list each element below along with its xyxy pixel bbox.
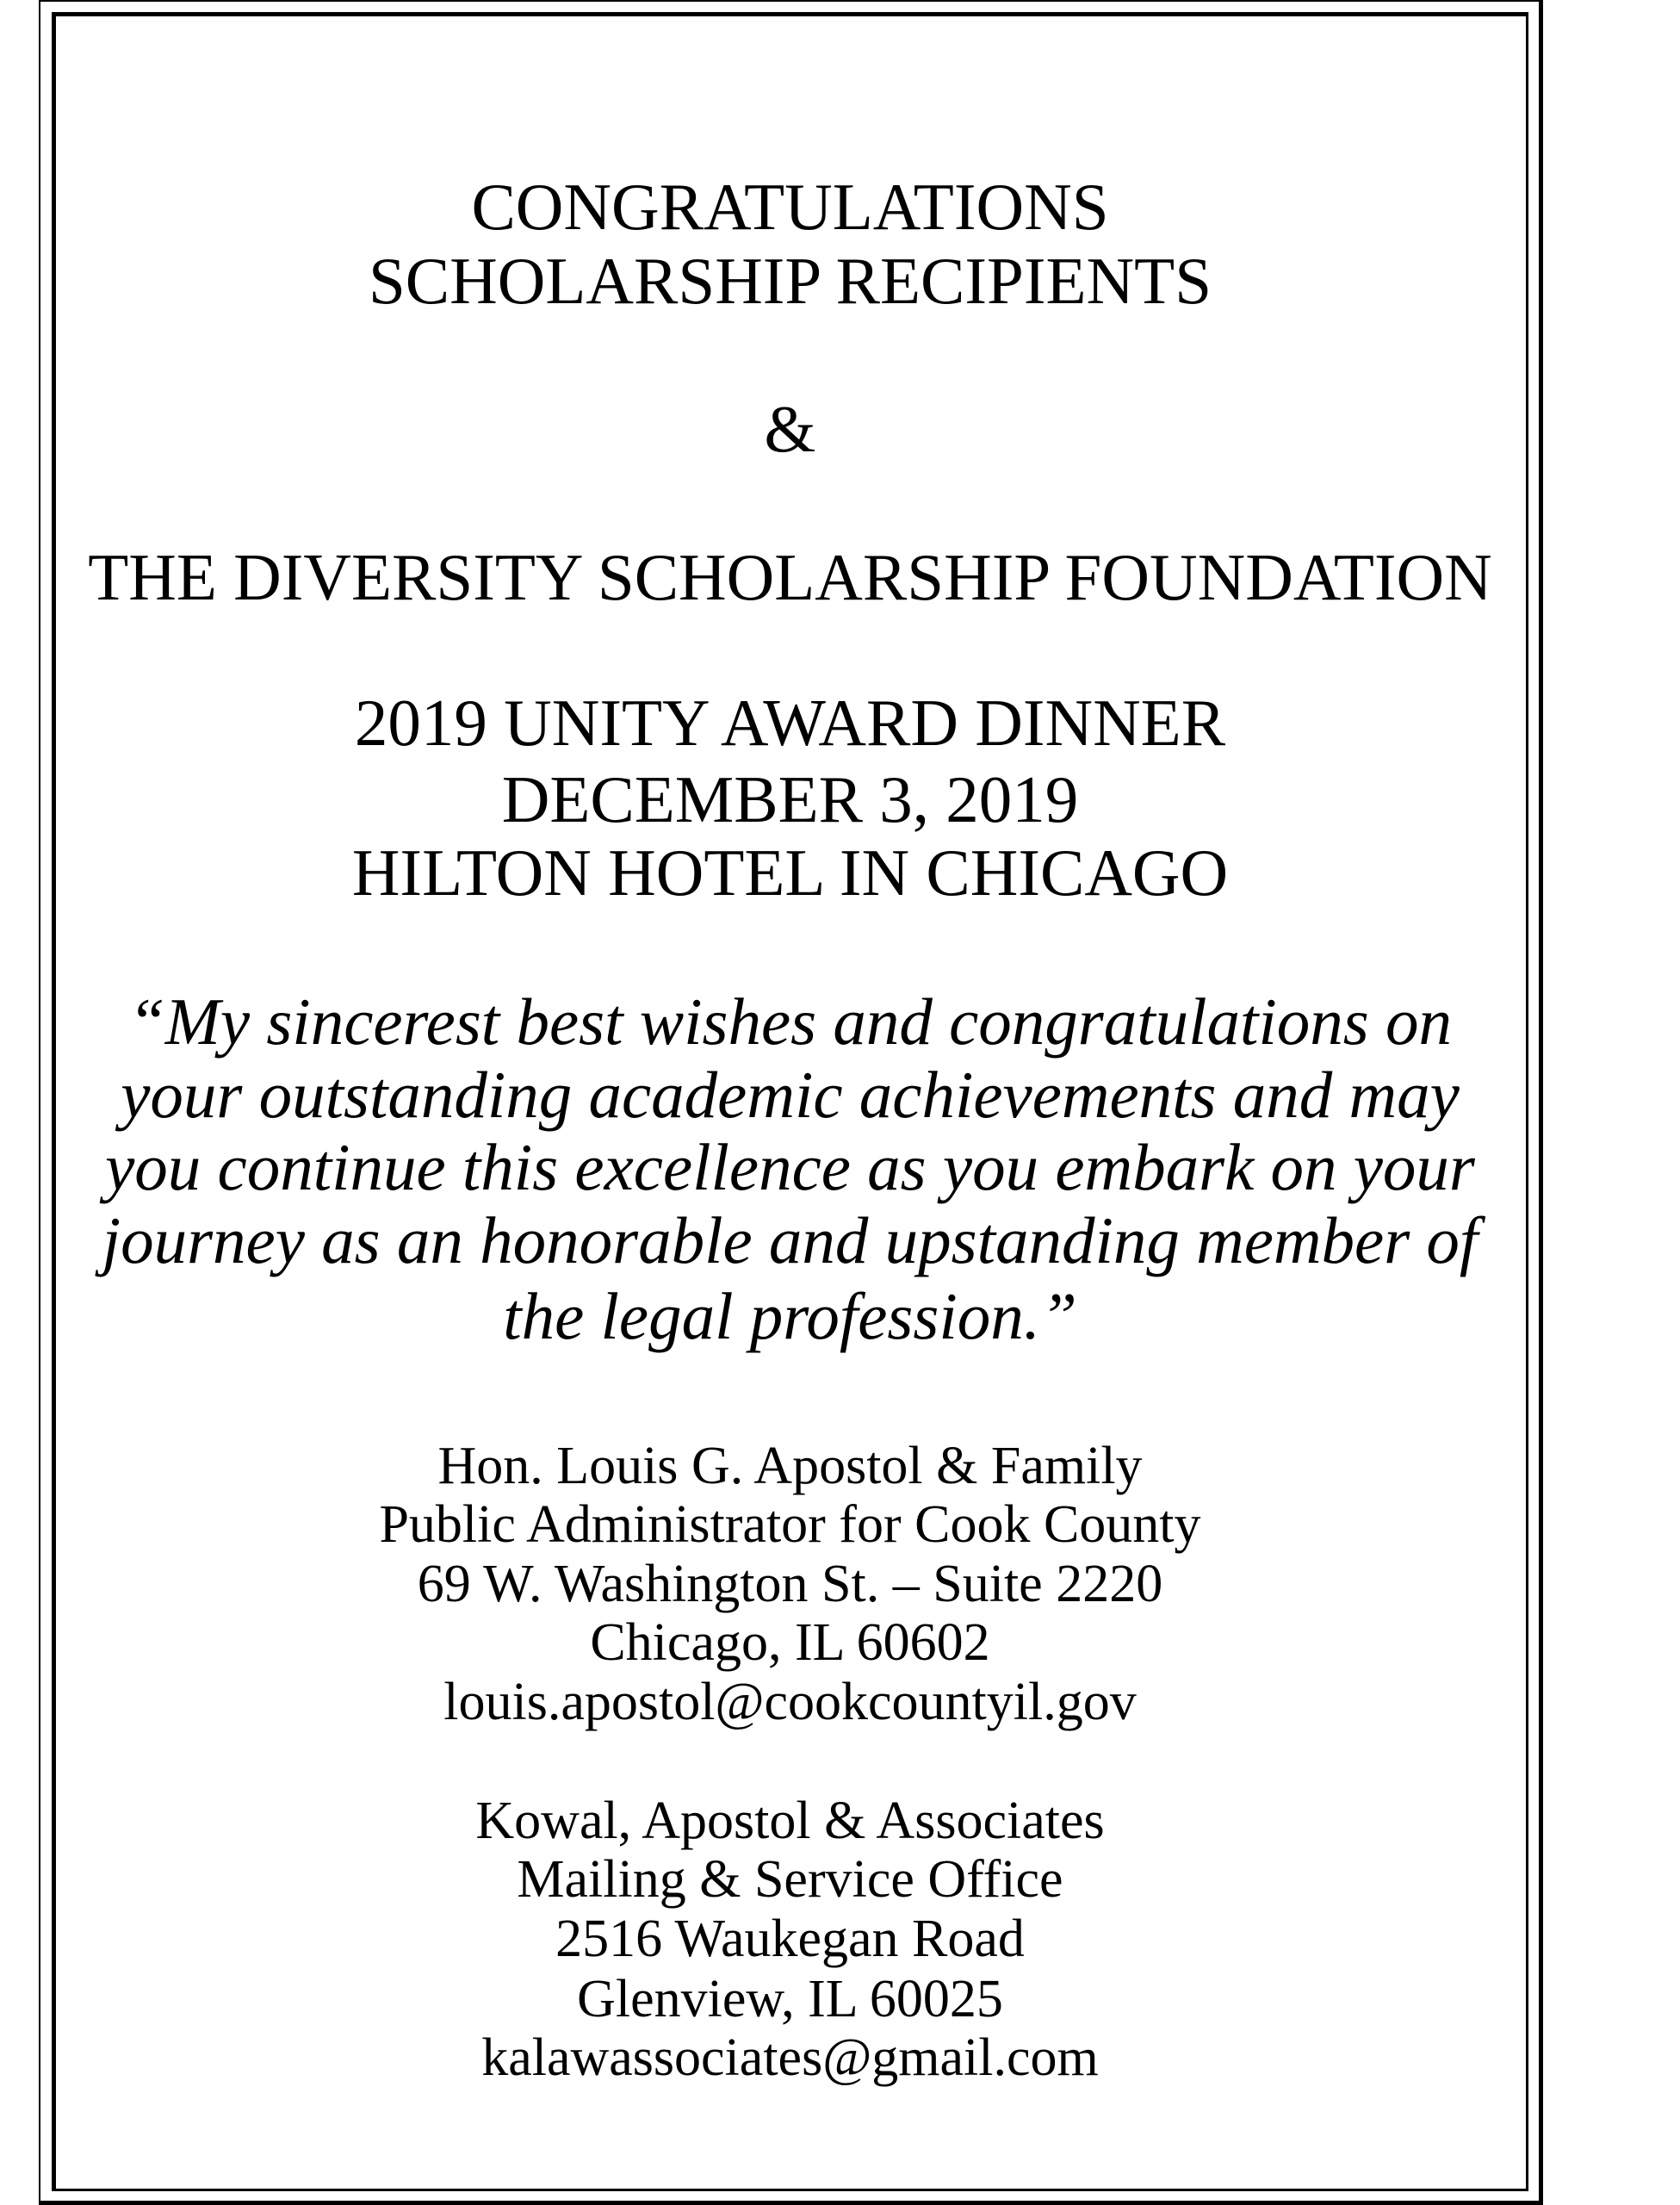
heading-organization: THE DIVERSITY SCHOLARSHIP FOUNDATION	[88, 540, 1492, 614]
heading-scholarship-recipients: SCHOLARSHIP RECIPIENTS	[368, 244, 1212, 318]
contact-firm-city: Glenview, IL 60025	[577, 1970, 1003, 2028]
contact-firm-address: 2516 Waukegan Road	[555, 1910, 1025, 1968]
contact-firm-office: Mailing & Service Office	[517, 1850, 1063, 1909]
event-name: 2019 UNITY AWARD DINNER	[354, 686, 1226, 760]
quote-line: you continue this excellence as you embark on your	[105, 1130, 1475, 1204]
contact-primary-address: 69 W. Washington St. – Suite 2220	[417, 1555, 1163, 1613]
contact-firm-name: Kowal, Apostol & Associates	[475, 1792, 1105, 1850]
event-venue: HILTON HOTEL IN CHICAGO	[351, 835, 1229, 910]
quote-line: your outstanding academic achievements and may	[121, 1058, 1460, 1132]
contact-primary-city: Chicago, IL 60602	[590, 1613, 990, 1672]
heading-congratulations: CONGRATULATIONS	[471, 170, 1109, 244]
contact-primary-title: Public Administrator for Cook County	[379, 1495, 1201, 1554]
contact-primary-email[interactable]: louis.apostol@cookcountyil.gov	[443, 1673, 1137, 1731]
quote-line: “My sincerest best wishes and congratulations on	[127, 984, 1453, 1059]
quote-line: the legal profession.”	[503, 1279, 1077, 1353]
contact-primary-name: Hon. Louis G. Apostol & Family	[437, 1437, 1143, 1495]
quote-line: journey as an honorable and upstanding member of	[102, 1203, 1479, 1277]
contact-firm-email[interactable]: kalawassociates@gmail.com	[481, 2028, 1099, 2087]
event-date: DECEMBER 3, 2019	[501, 762, 1079, 836]
heading-ampersand: &	[764, 392, 816, 466]
